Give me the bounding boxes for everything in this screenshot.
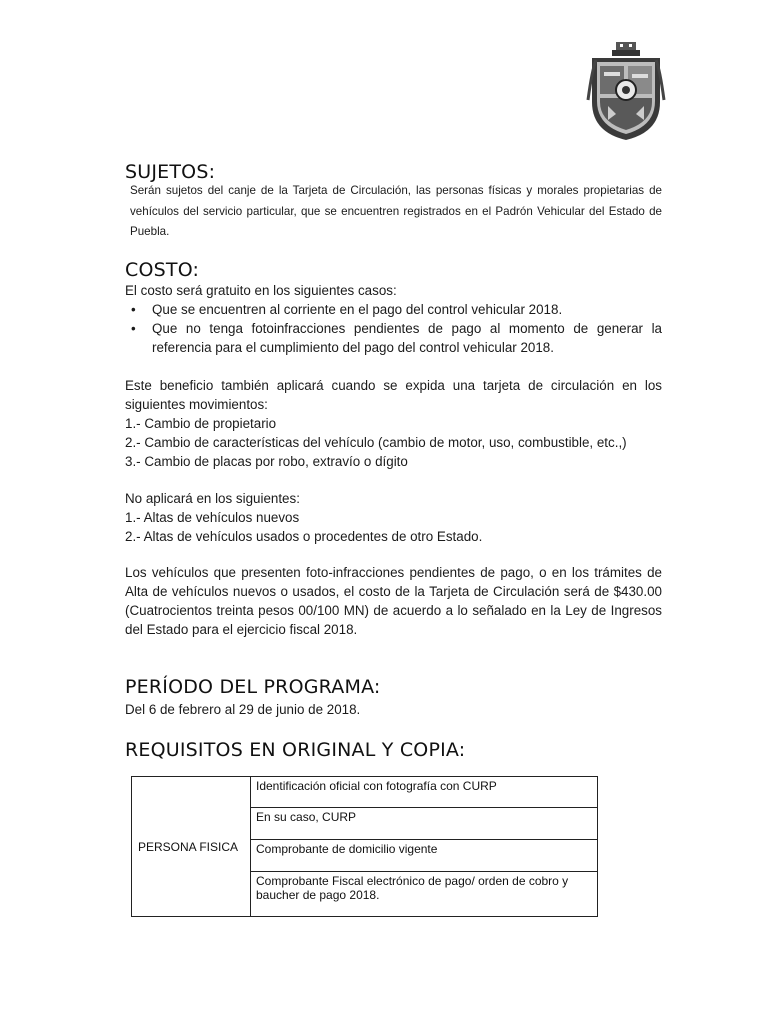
- list-item: 3.- Cambio de placas por robo, extravío o dígito: [125, 454, 408, 469]
- beneficio-intro: Este beneficio también aplicará cuando se expida una tarjeta de circulación en los siguientes movimientos:: [125, 378, 662, 412]
- list-item: 1.- Altas de vehículos nuevos: [125, 510, 300, 525]
- list-item: 2.- Cambio de características del vehículo (cambio de motor, uso, combustible, etc.,): [125, 435, 627, 450]
- section-title-periodo: PERÍODO DEL PROGRAMA:: [125, 676, 381, 698]
- coat-of-arms-seal-icon: [586, 40, 666, 144]
- list-item: • Que no tenga fotoinfracciones pendientes de pago al momento de generar la referencia para el cumplimiento del pago del control vehicular 2018.: [131, 321, 662, 355]
- bullet-icon: •: [131, 302, 136, 317]
- table-cell: Identificación oficial con fotografía con CURP: [251, 777, 598, 808]
- periodo-text: Del 6 de febrero al 29 de junio de 2018.: [125, 702, 361, 717]
- table-row: [132, 777, 598, 808]
- list-item: 2.- Altas de vehículos usados o procedentes de otro Estado.: [125, 529, 483, 544]
- no-aplicara-intro: No aplicará en los siguientes:: [125, 491, 300, 506]
- sujetos-paragraph: Serán sujetos del canje de la Tarjeta de Circulación, las personas físicas y morales propietarias de vehículos del servicio particular, que se encuentren registrados en el Padrón Vehicular del Estado de Puebla.: [130, 184, 662, 238]
- list-item: 1.- Cambio de propietario: [125, 416, 277, 431]
- persona-fisica-cell: PERSONA FISICA: [132, 777, 251, 917]
- costo-nota-paragraph: Los vehículos que presenten foto-infracciones pendientes de pago, o en los trámites de Alta de vehículos nuevos o usados, el costo de la Tarjeta de Circulación será de $430.00 (Cuatrocientos treinta pesos 00/100 MN) de acuerdo a lo señalado en la Ley de Ingresos del Estado para el ejercicio fiscal 2018.: [125, 565, 662, 637]
- movimientos-list: [125, 414, 662, 471]
- table-cell: En su caso, CURP: [251, 808, 598, 840]
- requisitos-table: [131, 776, 598, 917]
- table-cell: Comprobante Fiscal electrónico de pago/ orden de cobro y baucher de pago 2018.: [251, 872, 598, 917]
- bullet-icon: •: [131, 321, 136, 336]
- section-title-costo: COSTO:: [125, 259, 200, 281]
- section-title-requisitos: REQUISITOS EN ORIGINAL Y COPIA:: [125, 739, 466, 761]
- section-title-sujetos: SUJETOS:: [125, 161, 216, 183]
- list-item: • Que se encuentren al corriente en el pago del control vehicular 2018.: [131, 302, 563, 317]
- no-aplicara-list: [125, 508, 662, 546]
- costo-intro: El costo será gratuito en los siguientes casos:: [125, 283, 397, 298]
- table-cell: Comprobante de domicilio vigente: [251, 840, 598, 872]
- costo-bullet-list: [125, 300, 662, 357]
